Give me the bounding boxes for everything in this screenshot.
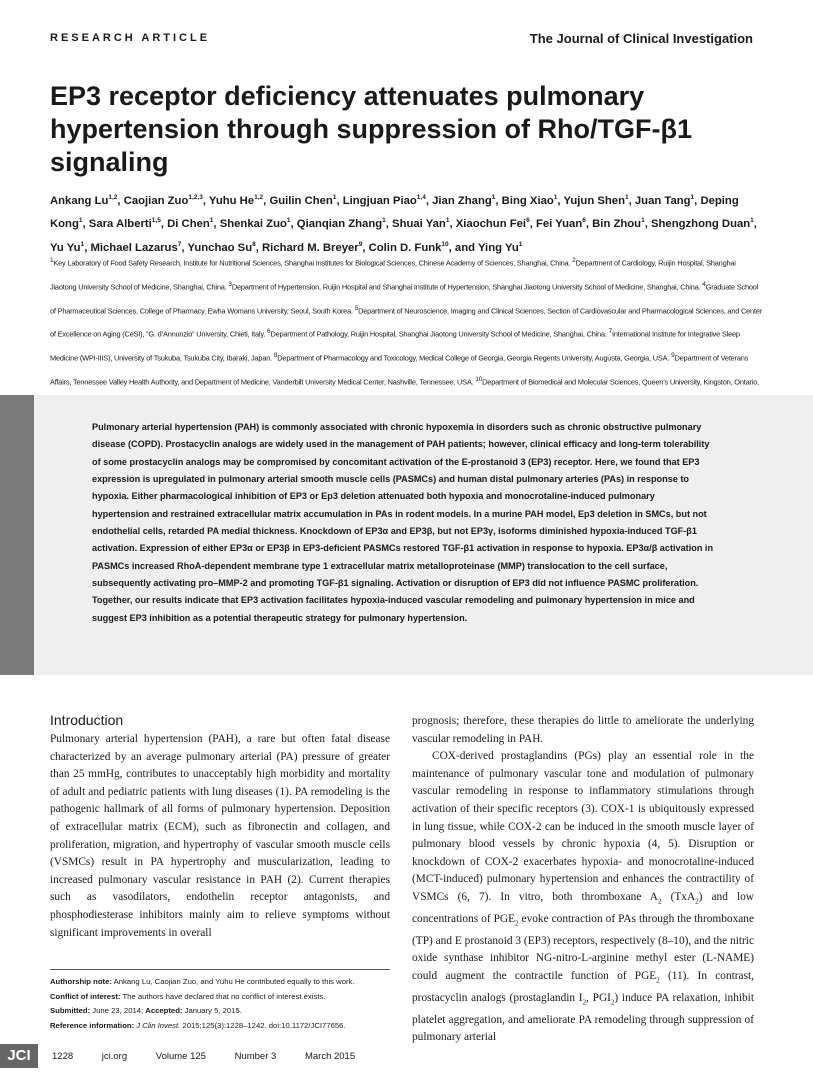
author-affiliation-marker: 1 <box>332 194 337 201</box>
affiliation-number: 8 <box>273 352 278 360</box>
issue-number: Number 3 <box>234 1051 277 1062</box>
affiliation-text: Key Laboratory of Food Safety Research, Institute for Nutritional Sciences, Shanghai Institutes for Biological Sciences, Chinese Academy of Sciences, Shanghai, China. <box>53 258 573 268</box>
affiliation-number: 7 <box>608 328 613 336</box>
affiliation-text: Department of Pathology, Ruijin Hospital, Shanghai Jiaotong University School of Medicine, Shanghai, China. <box>270 329 609 339</box>
page-number: 1228 <box>52 1051 74 1062</box>
author-affiliation-marker: 1 <box>750 217 754 225</box>
author-affiliation-marker: 1 <box>80 240 85 248</box>
affiliation-number: 4 <box>702 280 706 288</box>
intro-paragraph-2: COX-derived prostaglandins (PGs) play an essential role in the maintenance of pulmonary vascular tone and modulation of pulmonary vascular remodeling in response to inflammatory stimulations through activation of their specific receptors (3). COX-1 is ubiquitously expressed in lung tissue, while COX-2 can be induced in the smooth muscle layer of pulmonary blood vessels by chronic hypoxia (4, 5). Disruption or knockdown of COX-2 exacerbates hypoxia- and monocrotaline-induced (MCT-induced) pulmonary hypertension and enhances the contractility of VSMCs (6, 7). In vitro, both thromboxane $A_2$ (TxA$_2$) and low concentrations of $PGE_2$ evoke contraction of PAs through the thromboxane (TP) and E prostanoid 3 (EP3) receptors, respectively (8–10), and the nitric oxide synthase inhibitor NG-nitro-L-arginine methyl ester (L-NAME) could augment the contractile function of $PGE_2$ (11). In contrast, prostacyclin analogs (prostaglandin $I_2$, $PGI_2$) induce PA relaxation, inhibit platelet aggregation, and ameliorate PA remodeling through suppression of pulmonary arterial <box>412 750 754 1044</box>
conflict-note: Conflict of interest: The authors have declared that no conflict of interest exists. <box>50 991 326 1001</box>
introduction-heading: Introduction <box>50 712 124 728</box>
affiliations <box>50 250 762 414</box>
affiliation-text: Department of Biomedical and Molecular Sciences, Queen’s University, Kingston, Ontario, <box>482 377 760 387</box>
body-column-left <box>50 731 390 942</box>
author-affiliation-marker: 9 <box>358 240 363 248</box>
author-affiliation-marker: 1,2 <box>108 194 118 201</box>
abstract-side-bar <box>0 395 34 675</box>
author-name: Bing Xiao <box>501 194 554 207</box>
author-name: Colin D. Funk <box>368 241 442 254</box>
author-name: Guilin Chen <box>269 194 333 207</box>
affiliation-number: 5 <box>354 304 359 312</box>
body-column-right <box>412 713 754 1047</box>
author-name: Fei Yuan <box>535 218 583 231</box>
author-name: Ankang Lu <box>50 194 109 207</box>
footnote-divider <box>50 969 390 970</box>
author-name: Sara Alberti <box>88 218 152 231</box>
author-name: Ying Yu <box>477 241 519 254</box>
abstract-text: Pulmonary arterial hypertension (PAH) is commonly associated with chronic hypoxemia in disorders such as chronic obstructive pulmonary disease (COPD). Prostacyclin analogs are widely used in the management of PAH patients; however, clinical efficacy and long-term tolerability of some prostacyclin analogs may be compromised by concomitant activation of the E-prostanoid 3 (EP3) receptor. Here, we found that EP3 expression is upregulated in pulmonary arterial smooth muscle cells (PASMCs) and human distal pulmonary arteries (PAs) in response to hypoxia. Either pharmacological inhibition of EP3 or Ep3 deletion attenuated both hypoxia and monocrotaline-induced pulmonary hypertension and restrained extracellular matrix accumulation in PAs in rodent models. In a murine PAH model, Ep3 deletion in SMCs, but not endothelial cells, retarded PA medial thickness. Knockdown of EP3α and EP3β, but not EP3γ, isoforms diminished hypoxia-induced TGF-β1 activation. Expression of either EP3α or EP3β in EP3-deficient PASMCs restored TGF-β1 activation in response to hypoxia. EP3α/β activation in PASMCs increased RhoA-dependent membrane type 1 extracellular matrix metalloproteinase (MMP) translocation to the cell surface, subsequently activating pro–MMP-2 and promoting TGF-β1 signaling. Activation or disruption of EP3 did not influence PASMC proliferation. Together, our results indicate that EP3 activation facilitates hypoxia-induced vascular remodeling and pulmonary hypertension in mice and suggest EP3 inhibition as a potential therapeutic strategy for pulmonary hypertension. <box>92 422 714 623</box>
author-affiliation-marker: 1,2 <box>254 194 264 201</box>
author-affiliation-marker: 1 <box>518 240 523 248</box>
affiliation-number: 1 <box>50 257 54 264</box>
author-affiliation-marker: 1 <box>78 217 83 225</box>
author-affiliation-marker: 1 <box>553 194 558 201</box>
author-affiliation-marker: 1,4 <box>416 194 426 201</box>
author-affiliation-marker: 10 <box>441 240 449 248</box>
author-name: Yujun Shen <box>563 194 625 207</box>
author-affiliation-marker: 8 <box>252 240 256 248</box>
page-footer <box>52 1051 381 1062</box>
affiliation-text: Department of Veterans Affairs, Tennessee Valley Health Authority, and Department of Medicine, Vanderbilt University Medical Center, Nashville, Tennessee, USA. <box>50 353 749 387</box>
affiliation-number: 9 <box>671 352 675 360</box>
affiliation-text: Department of Hypertension, Ruijin Hospital and Shanghai Institute of Hypertension, Shanghai Jiaotong University School of Medicine, Shanghai, China. <box>231 282 703 292</box>
author-name: Deping Kong <box>50 194 739 231</box>
submission-dates: Submitted: June 23, 2014; Accepted: January 5, 2015. <box>50 1006 242 1015</box>
author-name: Jian Zhang <box>432 194 492 207</box>
jci-logo: JCI <box>0 1044 38 1068</box>
affiliation-text: Department of Pharmacology and Toxicology, Medical College of Georgia, Georgia Regents University, Augusta, Georgia, USA. <box>277 353 672 363</box>
author-name: Shenkai Zuo <box>219 218 287 231</box>
author-affiliation-marker: 1 <box>641 217 645 225</box>
affiliation-text: Department of Neuroscience, Imaging and Clinical Sciences, Section of Cardiovascular and Pharmacological Sciences, and Center of Excellence on Aging (CeSI), “G. d’Annunzio” University, Chieti, Italy. <box>50 306 762 339</box>
journal-site: jci.org <box>101 1051 128 1062</box>
affiliation-number: 10 <box>475 375 483 383</box>
author-name: Shuai Yan <box>392 218 446 231</box>
article-type-label: RESEARCH ARTICLE <box>50 32 211 44</box>
affiliation-number: 3 <box>228 280 232 288</box>
author-affiliation-marker: 7 <box>177 240 182 248</box>
author-affiliation-marker: 1 <box>690 194 695 201</box>
author-name: Michael Lazarus <box>90 241 178 254</box>
authorship-note: Authorship note: Ankang Lu, Caojian Zuo, and Yuhu He contributed equally to this work. <box>50 977 355 986</box>
author-affiliation-marker: 6 <box>526 217 530 225</box>
author-name: Qianqian Zhang <box>296 218 383 231</box>
author-affiliation-marker: 1 <box>382 217 386 225</box>
author-name: Juan Tang <box>634 194 691 207</box>
author-affiliation-marker: 1 <box>624 194 629 201</box>
author-affiliation-marker: 1,5 <box>151 217 161 225</box>
author-name: Yuhu He <box>208 194 255 207</box>
author-name: Yu Yu <box>50 241 81 254</box>
affiliation-text: Graduate School of Pharmaceutical Sciences, College of Pharmacy, Ewha Womans University, Seoul, South Korea. <box>50 282 759 315</box>
author-name: Di Chen <box>167 218 210 231</box>
author-name: Bin Zhou <box>592 218 642 231</box>
author-name: Caojian Zuo <box>123 194 189 207</box>
affiliation-text: Department of Cardiology, Ruijin Hospital, Shanghai Jiaotong University School of Medicine, Shanghai, China. <box>50 258 736 292</box>
author-affiliation-marker: 1,2,3 <box>188 194 203 201</box>
author-list: Ankang Lu$^{1,2}$, Caojian Zuo$^{1,2,3}$, Yuhu He$^{1,2}$, Guilin Chen$^1$, Lingjuan Piao$^{1,4}$, Jian Zhang$^1$, Bing Xiao$^1$, Yujun Shen$^1$, Juan Tang$^1$, Deping Kong$^1$, Sara Alberti$^{1,5}$, Di Chen$^1$, Shenkai Zuo$^1$, Qianqian Zhang$^1$, Shuai Yan$^1$, Xiaochun Fei$^6$, Fei Yuan$^6$, Bin Zhou$^1$, Shengzhong Duan$^1$, Yu Yu$^1$, Michael Lazarus$^7$, Yunchao Su$^8$, Richard M. Breyer$^9$, Colin D. Funk$^{10}$, and Ying Yu$^1$ <box>50 194 757 254</box>
volume: Volume 125 <box>155 1051 206 1062</box>
affiliation-number: 6 <box>267 328 271 336</box>
affiliation-text: International Institute for Integrative Sleep Medicine (WPI-IIIS), University of Tsukuba, Tsukuba City, Ibaraki, Japan. <box>50 329 740 363</box>
author-name: Yunchao Su <box>187 241 253 254</box>
article-title: EP3 receptor deficiency attenuates pulmonary hypertension through suppression of Rho/TGF-β1 signaling <box>50 81 692 177</box>
author-name: Shengzhong Duan <box>651 218 751 231</box>
issue-date: March 2015 <box>304 1051 356 1062</box>
reference-info: Reference information: J Clin Invest. 2015;125(3):1228–1242. doi:10.1172/JCI77656. <box>50 1020 346 1030</box>
affiliation-number: 2 <box>572 257 576 264</box>
author-affiliation-marker: 1 <box>445 217 450 225</box>
journal-name: The Journal of Clinical Investigation <box>529 31 753 46</box>
author-affiliation-marker: 1 <box>209 217 214 225</box>
author-affiliation-marker: 6 <box>582 217 586 225</box>
author-name: Richard M. Breyer <box>262 241 359 254</box>
author-affiliation-marker: 1 <box>491 194 496 201</box>
author-affiliation-marker: 1 <box>286 217 291 225</box>
author-name: Xiaochun Fei <box>455 218 527 231</box>
author-name: Lingjuan Piao <box>342 194 417 207</box>
intro-paragraph-1: Pulmonary arterial hypertension (PAH), a rare but often fatal disease characterized by an average pulmonary arterial (PA) pressure of greater than 25 mmHg, contributes to unacceptably high morbidity and mortality of adult and pediatric patients with lung diseases (1). PA remodeling is the pathogenic hallmark of all forms of pulmonary hypertension. Deposition of extracellular matrix (ECM), such as fibronectin and collagen, and proliferation, migration, and hypertrophy of vascular smooth muscle cells (VSMCs) result in PA hypertrophy and muscularization, leading to increased pulmonary vascular resistance in PAH (2). Current therapies such as vasodilators, endothelin receptor antagonists, and phosphodiesterase inhibitors mainly aim to relieve symptoms without significant improvements in overall <box>50 733 390 939</box>
footnotes <box>50 975 395 1033</box>
intro-paragraph-1-continued: prognosis; therefore, these therapies do little to ameliorate the underlying vascular remodeling in PAH. <box>412 715 754 745</box>
